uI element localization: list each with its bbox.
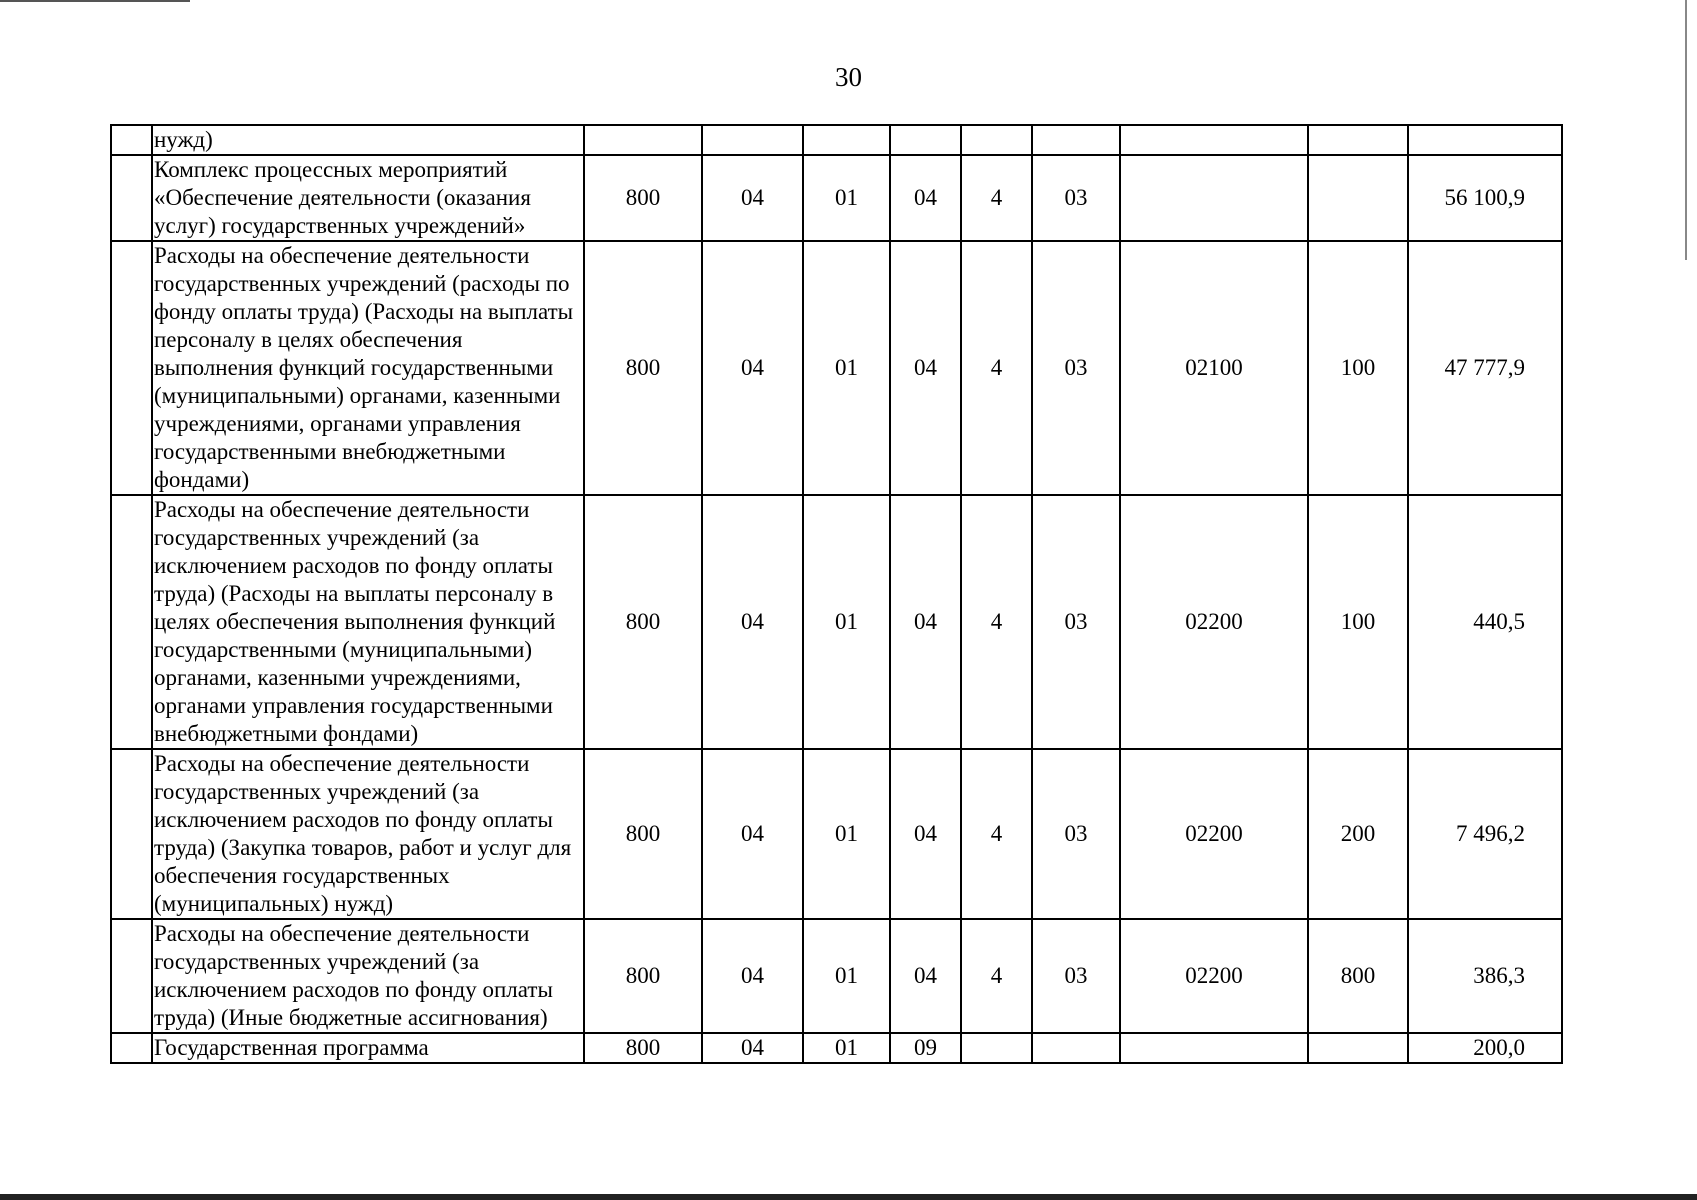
- code-cell: 03: [1032, 241, 1120, 495]
- code-cell: 04: [702, 241, 803, 495]
- code-cell: 01: [803, 1033, 890, 1063]
- code-cell: 02200: [1120, 495, 1308, 749]
- code-cell: 800: [584, 919, 702, 1033]
- code-cell: 03: [1032, 495, 1120, 749]
- row-number-cell: [111, 155, 152, 241]
- code-cell: [961, 125, 1032, 155]
- code-cell: [1032, 1033, 1120, 1063]
- scan-edge-bottom: [0, 1194, 1697, 1200]
- code-cell: 03: [1032, 155, 1120, 241]
- row-number-cell: [111, 125, 152, 155]
- row-number-cell: [111, 919, 152, 1033]
- code-cell: 200: [1308, 749, 1408, 919]
- row-number-cell: [111, 1033, 152, 1063]
- code-cell: [1308, 125, 1408, 155]
- code-cell: 01: [803, 155, 890, 241]
- code-cell: 09: [890, 1033, 961, 1063]
- code-cell: [584, 125, 702, 155]
- code-cell: [1120, 1033, 1308, 1063]
- table-row: [111, 1033, 1562, 1063]
- code-cell: 04: [890, 919, 961, 1033]
- amount-cell: 200,0: [1408, 1033, 1562, 1063]
- table-row: [111, 495, 1562, 749]
- code-cell: [1308, 1033, 1408, 1063]
- description-cell: Расходы на обеспечение деятельности государственных учреждений (за исключением расходов по фонду оплаты труда) (Иные бюджетные ассигнования): [152, 919, 584, 1033]
- table-row: [111, 919, 1562, 1033]
- code-cell: 01: [803, 241, 890, 495]
- scan-edge-top: [0, 0, 190, 2]
- code-cell: 800: [584, 495, 702, 749]
- code-cell: [1308, 155, 1408, 241]
- code-cell: 04: [702, 1033, 803, 1063]
- code-cell: 02200: [1120, 749, 1308, 919]
- scan-edge-right: [1685, 0, 1687, 260]
- code-cell: 4: [961, 749, 1032, 919]
- description-cell: Расходы на обеспечение деятельности государственных учреждений (за исключением расходов по фонду оплаты труда) (Закупка товаров, работ и услуг для обеспечения государственных (муниципальных) нужд): [152, 749, 584, 919]
- code-cell: 4: [961, 495, 1032, 749]
- code-cell: 01: [803, 749, 890, 919]
- table-row: [111, 749, 1562, 919]
- table-row: [111, 125, 1562, 155]
- code-cell: [1120, 125, 1308, 155]
- code-cell: 04: [890, 155, 961, 241]
- code-cell: 04: [890, 495, 961, 749]
- code-cell: [890, 125, 961, 155]
- description-cell: Расходы на обеспечение деятельности государственных учреждений (за исключением расходов по фонду оплаты труда) (Расходы на выплаты персоналу в целях обеспечения выполнения функций государственными (муниципальными) органами, казенными учреждениями, органами управления государственными внебюджетными фондами): [152, 495, 584, 749]
- code-cell: 4: [961, 155, 1032, 241]
- code-cell: 03: [1032, 749, 1120, 919]
- code-cell: 01: [803, 919, 890, 1033]
- code-cell: 04: [890, 749, 961, 919]
- amount-cell: 56 100,9: [1408, 155, 1562, 241]
- code-cell: 04: [702, 749, 803, 919]
- code-cell: 04: [702, 919, 803, 1033]
- code-cell: 800: [584, 155, 702, 241]
- code-cell: 4: [961, 919, 1032, 1033]
- description-cell: Государственная программа: [152, 1033, 584, 1063]
- code-cell: 03: [1032, 919, 1120, 1033]
- code-cell: 04: [702, 495, 803, 749]
- code-cell: 800: [1308, 919, 1408, 1033]
- code-cell: [803, 125, 890, 155]
- code-cell: 02200: [1120, 919, 1308, 1033]
- description-cell: Комплекс процессных мероприятий «Обеспечение деятельности (оказания услуг) государственных учреждений»: [152, 155, 584, 241]
- amount-cell: 386,3: [1408, 919, 1562, 1033]
- code-cell: [1032, 125, 1120, 155]
- code-cell: 800: [584, 1033, 702, 1063]
- code-cell: 04: [890, 241, 961, 495]
- row-number-cell: [111, 749, 152, 919]
- code-cell: 02100: [1120, 241, 1308, 495]
- amount-cell: 440,5: [1408, 495, 1562, 749]
- code-cell: 800: [584, 241, 702, 495]
- table-row: [111, 155, 1562, 241]
- description-cell: нужд): [152, 125, 584, 155]
- code-cell: 800: [584, 749, 702, 919]
- table-row: [111, 241, 1562, 495]
- amount-cell: 7 496,2: [1408, 749, 1562, 919]
- budget-table: [110, 124, 1563, 1064]
- description-cell: Расходы на обеспечение деятельности государственных учреждений (расходы по фонду оплаты труда) (Расходы на выплаты персоналу в целях обеспечения выполнения функций государственными (муниципальными) органами, казенными учреждениями, органами управления государственными внебюджетными фондами): [152, 241, 584, 495]
- page-number: 30: [835, 62, 862, 92]
- code-cell: 100: [1308, 241, 1408, 495]
- code-cell: [702, 125, 803, 155]
- code-cell: 04: [702, 155, 803, 241]
- amount-cell: 47 777,9: [1408, 241, 1562, 495]
- code-cell: 01: [803, 495, 890, 749]
- code-cell: [1120, 155, 1308, 241]
- code-cell: 100: [1308, 495, 1408, 749]
- row-number-cell: [111, 241, 152, 495]
- row-number-cell: [111, 495, 152, 749]
- amount-cell: [1408, 125, 1562, 155]
- code-cell: [961, 1033, 1032, 1063]
- code-cell: 4: [961, 241, 1032, 495]
